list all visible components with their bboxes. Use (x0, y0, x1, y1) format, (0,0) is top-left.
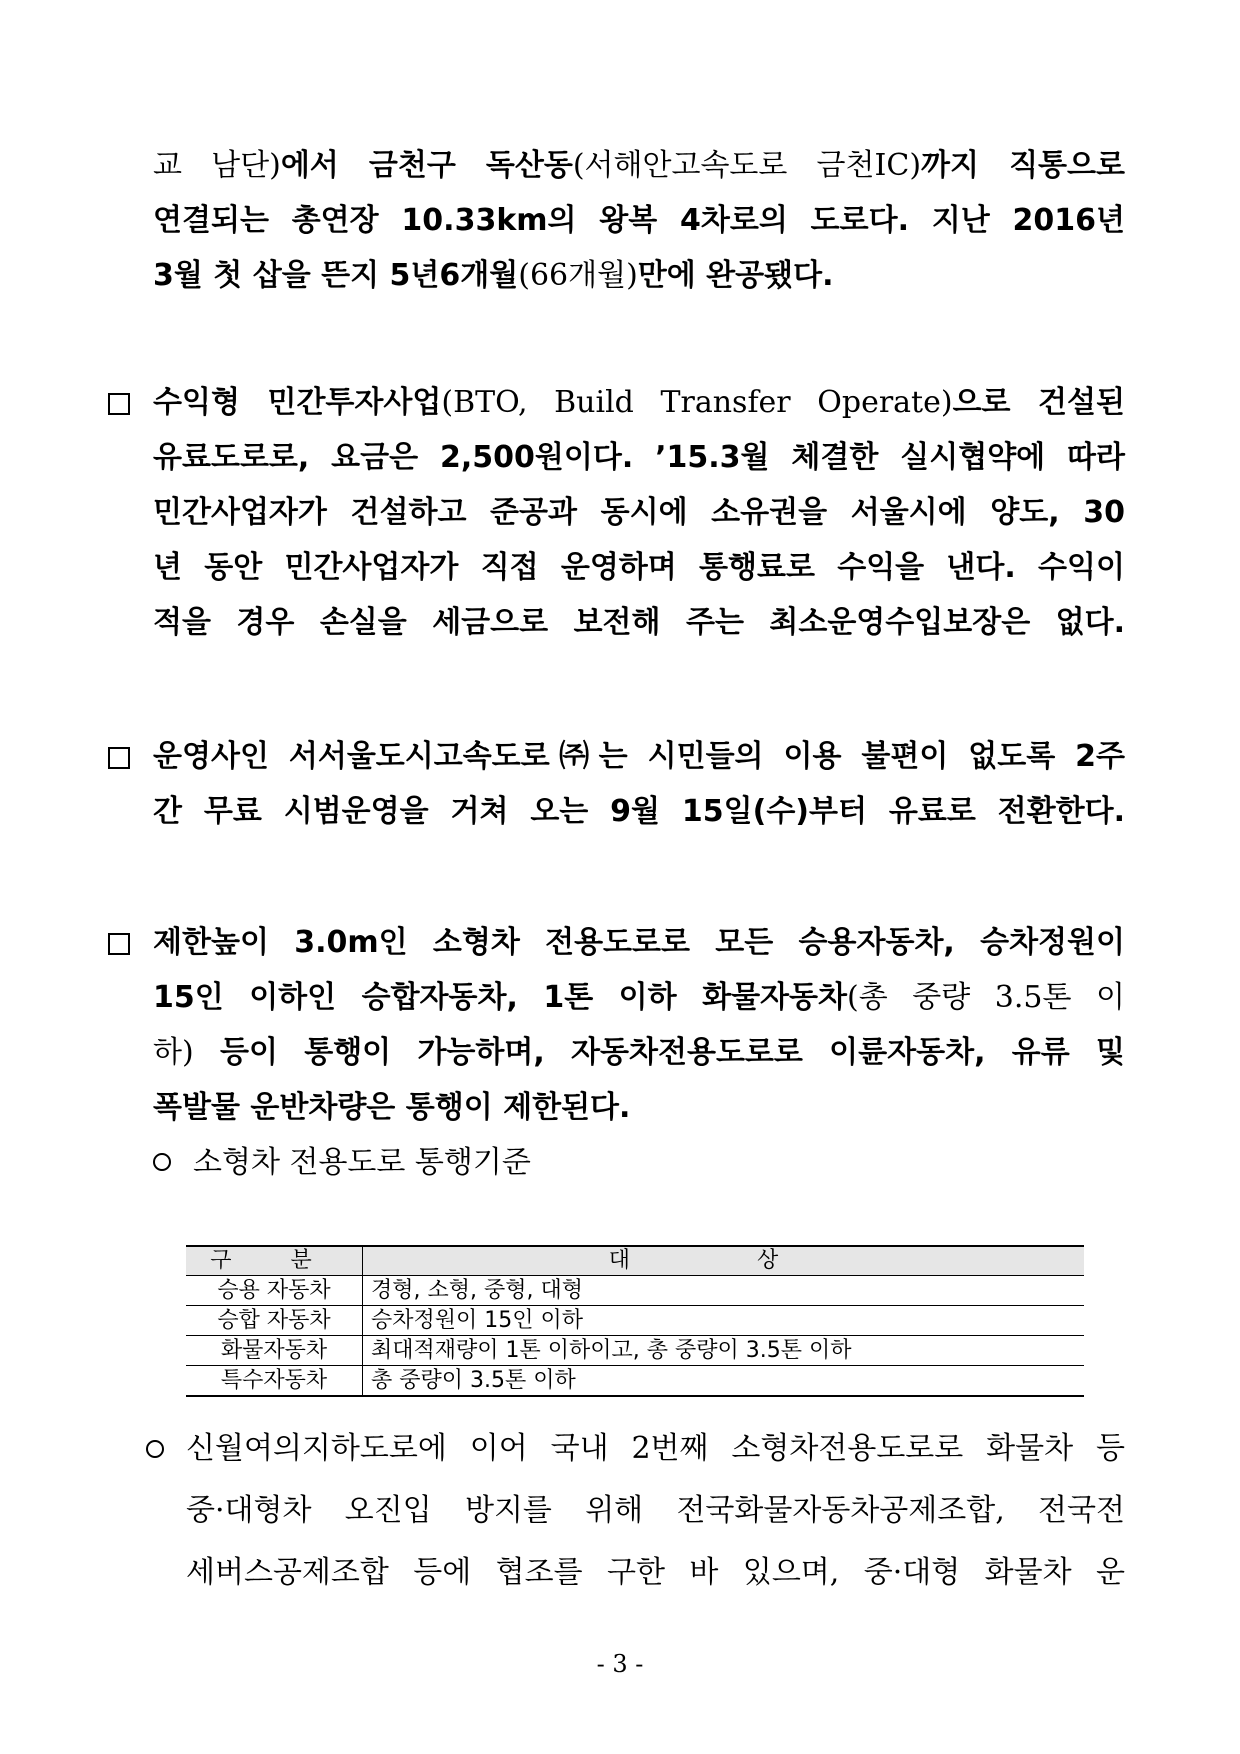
sub-heading: 소형차 전용도로 통행기준 (153, 1143, 531, 1183)
row-target: 경형, 소형, 중형, 대형 (363, 1276, 1085, 1306)
row-target: 최대적재량이 1톤 이하이고, 총 중량이 3.5톤 이하 (363, 1336, 1085, 1366)
row-category: 승합 자동차 (186, 1306, 363, 1336)
p4-line-4: 폭발물 운반차량은 통행이 제한된다. (153, 1090, 631, 1125)
row-category: 화물자동차 (186, 1336, 363, 1366)
square-bullet-icon (108, 747, 130, 769)
square-bullet-icon (108, 933, 130, 955)
p5-line-3: 세버스공제조합 등에 협조를 구한 바 있으며, 중·대형 화물차 운 (186, 1555, 1125, 1590)
p5-line-1: 신월여의지하도로에 이어 국내 2번째 소형차전용도로로 화물차 등 (186, 1431, 1125, 1466)
p3-line-1: 운영사인 서서울도시고속도로㈜는 시민들의 이용 불편이 없도록 2주 (153, 739, 1125, 774)
p2-line-4: 년 동안 민간사업자가 직접 운영하며 통행료로 수익을 낸다. 수익이 (153, 550, 1125, 585)
header-target: 대 상 (363, 1246, 1085, 1276)
p1-line-3: 3월 첫 삽을 뜬지 5년6개월(66개월)만에 완공됐다. (153, 258, 834, 293)
p2-line-1: 수익형 민간투자사업(BTO, Build Transfer Operate)으로 건설된 (153, 385, 1125, 420)
p1-line-2: 연결되는 총연장 10.33km의 왕복 4차로의 도로다. 지난 2016년 (153, 203, 1125, 238)
p2-line-5: 적을 경우 손실을 세금으로 보전해 주는 최소운영수입보장은 없다. (153, 605, 1125, 640)
table-row (186, 1306, 1084, 1336)
p4-line-3: 하) 등이 통행이 가능하며, 자동차전용도로로 이륜자동차, 유류 및 (153, 1035, 1125, 1070)
p4-line-1: 제한높이 3.0m인 소형차 전용도로로 모든 승용자동차, 승차정원이 (153, 925, 1125, 960)
table-header-row (186, 1246, 1084, 1276)
row-category: 특수자동차 (186, 1366, 363, 1397)
row-target: 총 중량이 3.5톤 이하 (363, 1366, 1085, 1397)
header-category: 구 분 (186, 1246, 363, 1276)
row-target: 승차정원이 15인 이하 (363, 1306, 1085, 1336)
p1-line-1: 교 남단)에서 금천구 독산동(서해안고속도로 금천IC)까지 직통으로 (153, 148, 1125, 183)
p5-line-2: 중·대형차 오진입 방지를 위해 전국화물자동차공제조합, 전국전 (186, 1493, 1125, 1528)
vehicle-standards-table (186, 1245, 1084, 1397)
p4-line-2: 15인 이하인 승합자동차, 1톤 이하 화물자동차(총 중량 3.5톤 이 (153, 980, 1125, 1015)
p2-line-2: 유료도로로, 요금은 2,500원이다. ’15.3월 체결한 실시협약에 따라 (153, 440, 1125, 475)
p2-line-3: 민간사업자가 건설하고 준공과 동시에 소유권을 서울시에 양도, 30 (153, 495, 1125, 530)
square-bullet-icon (108, 393, 130, 415)
table-row (186, 1276, 1084, 1306)
row-category: 승용 자동차 (186, 1276, 363, 1306)
circle-bullet-icon (146, 1440, 164, 1458)
p3-line-2: 간 무료 시범운영을 거쳐 오는 9월 15일(수)부터 유료로 전환한다. (153, 794, 1125, 829)
table-row (186, 1366, 1084, 1397)
circle-bullet-icon (153, 1153, 171, 1171)
table-row (186, 1336, 1084, 1366)
page-number: - 3 - (596, 1650, 644, 1678)
